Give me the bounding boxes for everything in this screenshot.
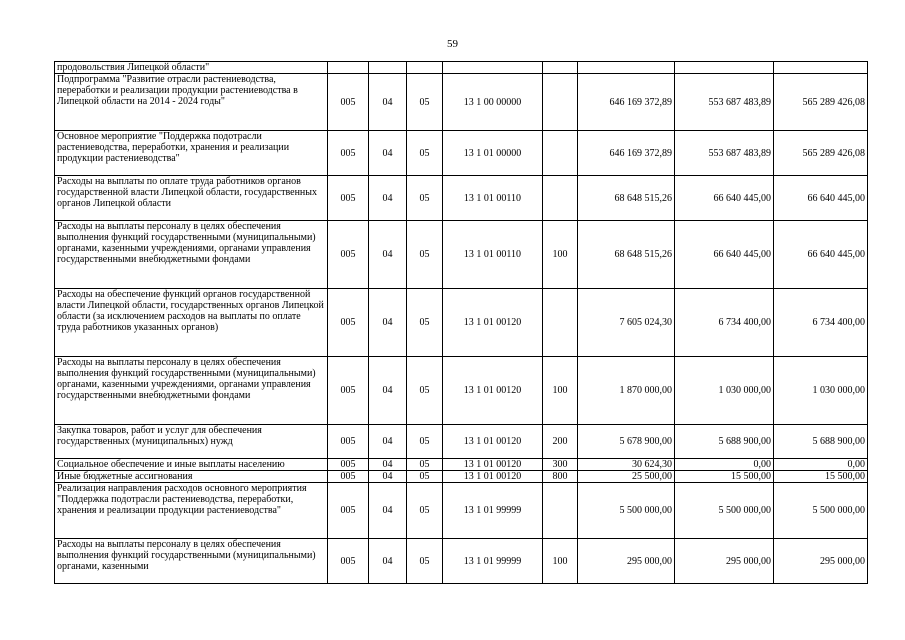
target-article-code: 13 1 01 00120	[443, 471, 543, 483]
department-code: 005	[328, 425, 369, 459]
amount-year-2: 1 030 000,00	[675, 357, 774, 425]
subsection-code: 05	[407, 483, 443, 539]
amount-year-3: 565 289 426,08	[774, 74, 868, 131]
department-code	[328, 62, 369, 74]
row-description: продовольствия Липецкой области"	[55, 62, 328, 74]
section-code: 04	[369, 131, 407, 176]
expense-type-code: 100	[543, 221, 578, 289]
amount-year-1: 1 870 000,00	[578, 357, 675, 425]
amount-year-1: 7 605 024,30	[578, 289, 675, 357]
department-code: 005	[328, 357, 369, 425]
table-row	[55, 539, 868, 584]
subsection-code: 05	[407, 74, 443, 131]
page-number: 59	[447, 38, 458, 50]
amount-year-3	[774, 62, 868, 74]
row-description: Подпрограмма "Развитие отрасли растениеводства, переработки и реализации продукции растениеводства в Липецкой области на 2014 - 2024 годы"	[55, 74, 328, 131]
target-article-code: 13 1 01 00120	[443, 425, 543, 459]
amount-year-2: 15 500,00	[675, 471, 774, 483]
amount-year-2: 295 000,00	[675, 539, 774, 584]
expense-type-code	[543, 483, 578, 539]
expense-type-code: 200	[543, 425, 578, 459]
subsection-code: 05	[407, 357, 443, 425]
row-description: Расходы на выплаты персоналу в целях обеспечения выполнения функций государственными (муниципальными) органами, казенными учреждениями, органами управления государственными внебюджетными фондами	[55, 221, 328, 289]
amount-year-2: 553 687 483,89	[675, 131, 774, 176]
subsection-code: 05	[407, 539, 443, 584]
table-row	[55, 131, 868, 176]
expense-type-code: 100	[543, 357, 578, 425]
expense-type-code: 800	[543, 471, 578, 483]
amount-year-3: 15 500,00	[774, 471, 868, 483]
amount-year-2: 6 734 400,00	[675, 289, 774, 357]
table-row	[55, 176, 868, 221]
amount-year-2: 5 688 900,00	[675, 425, 774, 459]
subsection-code: 05	[407, 471, 443, 483]
section-code: 04	[369, 221, 407, 289]
section-code: 04	[369, 471, 407, 483]
section-code: 04	[369, 459, 407, 471]
section-code: 04	[369, 425, 407, 459]
expense-type-code	[543, 176, 578, 221]
expense-type-code: 300	[543, 459, 578, 471]
table-row	[55, 62, 868, 74]
amount-year-3: 5 688 900,00	[774, 425, 868, 459]
amount-year-2: 66 640 445,00	[675, 176, 774, 221]
target-article-code: 13 1 01 00120	[443, 459, 543, 471]
department-code: 005	[328, 131, 369, 176]
target-article-code: 13 1 01 00120	[443, 357, 543, 425]
budget-table	[54, 61, 868, 584]
department-code: 005	[328, 483, 369, 539]
target-article-code: 13 1 01 00110	[443, 221, 543, 289]
section-code: 04	[369, 357, 407, 425]
amount-year-1: 5 678 900,00	[578, 425, 675, 459]
amount-year-3: 565 289 426,08	[774, 131, 868, 176]
expense-type-code: 100	[543, 539, 578, 584]
subsection-code: 05	[407, 425, 443, 459]
section-code: 04	[369, 539, 407, 584]
target-article-code: 13 1 01 99999	[443, 483, 543, 539]
expense-type-code	[543, 131, 578, 176]
amount-year-3: 0,00	[774, 459, 868, 471]
target-article-code	[443, 62, 543, 74]
amount-year-3: 66 640 445,00	[774, 221, 868, 289]
department-code: 005	[328, 74, 369, 131]
amount-year-2: 0,00	[675, 459, 774, 471]
table-row	[55, 221, 868, 289]
expense-type-code	[543, 74, 578, 131]
section-code: 04	[369, 289, 407, 357]
row-description: Расходы на обеспечение функций органов государственной власти Липецкой области, государственных органов Липецкой области (за исключением расходов на выплаты по оплате труда работников указанных органов)	[55, 289, 328, 357]
amount-year-3: 66 640 445,00	[774, 176, 868, 221]
table-row	[55, 459, 868, 471]
expense-type-code	[543, 62, 578, 74]
amount-year-2	[675, 62, 774, 74]
department-code: 005	[328, 289, 369, 357]
row-description: Основное мероприятие "Поддержка подотрасли растениеводства, переработки, хранения и реализации продукции растениеводства"	[55, 131, 328, 176]
table-row	[55, 425, 868, 459]
department-code: 005	[328, 471, 369, 483]
subsection-code: 05	[407, 221, 443, 289]
target-article-code: 13 1 00 00000	[443, 74, 543, 131]
section-code: 04	[369, 74, 407, 131]
section-code: 04	[369, 483, 407, 539]
amount-year-1: 5 500 000,00	[578, 483, 675, 539]
subsection-code: 05	[407, 459, 443, 471]
amount-year-1: 646 169 372,89	[578, 74, 675, 131]
target-article-code: 13 1 01 00120	[443, 289, 543, 357]
amount-year-3: 1 030 000,00	[774, 357, 868, 425]
target-article-code: 13 1 01 99999	[443, 539, 543, 584]
amount-year-3: 6 734 400,00	[774, 289, 868, 357]
amount-year-1: 646 169 372,89	[578, 131, 675, 176]
subsection-code: 05	[407, 131, 443, 176]
table-row	[55, 357, 868, 425]
target-article-code: 13 1 01 00110	[443, 176, 543, 221]
table-row	[55, 289, 868, 357]
subsection-code	[407, 62, 443, 74]
row-description: Иные бюджетные ассигнования	[55, 471, 328, 483]
amount-year-1	[578, 62, 675, 74]
section-code	[369, 62, 407, 74]
department-code: 005	[328, 539, 369, 584]
department-code: 005	[328, 459, 369, 471]
amount-year-2: 553 687 483,89	[675, 74, 774, 131]
amount-year-1: 295 000,00	[578, 539, 675, 584]
table-row	[55, 483, 868, 539]
amount-year-3: 295 000,00	[774, 539, 868, 584]
row-description: Расходы на выплаты по оплате труда работников органов государственной власти Липецкой области, государственных органов Липецкой области	[55, 176, 328, 221]
row-description: Расходы на выплаты персоналу в целях обеспечения выполнения функций государственными (муниципальными) органами, казенными учреждениями, органами управления государственными внебюджетными фондами	[55, 357, 328, 425]
target-article-code: 13 1 01 00000	[443, 131, 543, 176]
subsection-code: 05	[407, 176, 443, 221]
amount-year-1: 25 500,00	[578, 471, 675, 483]
table-row	[55, 74, 868, 131]
table-row	[55, 471, 868, 483]
amount-year-2: 5 500 000,00	[675, 483, 774, 539]
row-description: Закупка товаров, работ и услуг для обеспечения государственных (муниципальных) нужд	[55, 425, 328, 459]
row-description: Реализация направления расходов основного мероприятия "Поддержка подотрасли растениеводства, переработки, хранения и реализации продукции растениеводства"	[55, 483, 328, 539]
amount-year-3: 5 500 000,00	[774, 483, 868, 539]
amount-year-1: 68 648 515,26	[578, 221, 675, 289]
row-description: Социальное обеспечение и иные выплаты населению	[55, 459, 328, 471]
department-code: 005	[328, 221, 369, 289]
amount-year-2: 66 640 445,00	[675, 221, 774, 289]
expense-type-code	[543, 289, 578, 357]
department-code: 005	[328, 176, 369, 221]
amount-year-1: 30 624,30	[578, 459, 675, 471]
section-code: 04	[369, 176, 407, 221]
amount-year-1: 68 648 515,26	[578, 176, 675, 221]
subsection-code: 05	[407, 289, 443, 357]
row-description: Расходы на выплаты персоналу в целях обеспечения выполнения функций государственными (муниципальными) органами, казенными	[55, 539, 328, 584]
